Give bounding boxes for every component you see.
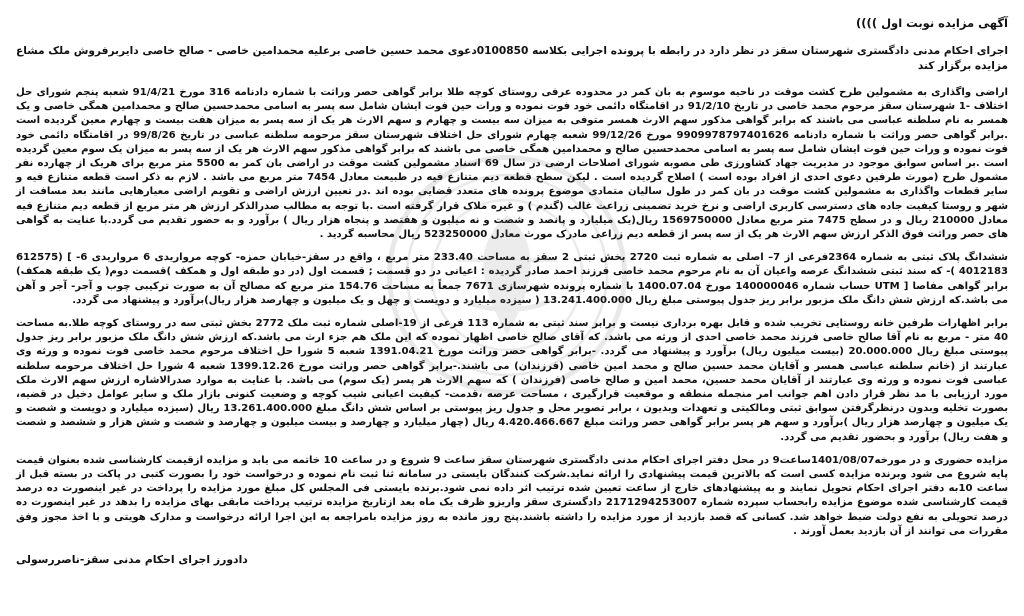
notice-intro: اجرای احکام مدنی دادگستری شهرستان سقز در نظر دارد در رابطه با پرونده اجرایی بکلاسه 0100850دعوی محمد حسین خاصی برعلیه محمدامین خاصی - صالح خاصی دایربرفروش ملک مشاع مزایده برگزار کند	[16, 45, 1008, 72]
paragraph-urban-property: ششدانگ پلاک ثبتی به شماره 2364فرعی از 7– اصلی به شماره ثبت 2720 بخش ثبتی 2 سقز به مساحت 233.40 متر مربع ، واقع در سقز-خیابان حمزه- کوچه مرواریدی 6 مرواریدی 6- ] (612575 4012183 )- که سند ثبتی ششدانگ عرصه واعیان آن به نام مرحوم محمد خاصی فرزند احمد صادر گردیده : اعیانی در دو قسمت ; قسمت اول (در دو طبقه اول و همکف )قسمت دوم( یک طبقه همکف) برابر گواهی مفاصا [ UTM حساب شماره 140000046 مورخ 1400.07.04 با شماره پرونده شهرسازی 7671 جمعاً به مساحت 154.76 متر مربع که مصالح آن به صورت ترکیبی چوب و آجر- آجر و آهن می باشد.که ارزش شش دانگ ملک مزبور برابر ریز جدول پیوستی مبلغ ریال 13.241.400.000 ( سیزده میلیارد و دویست و چهل و یک میلیون و چهارصد هزار ریال)برآورد و پیشنهاد می گردد.	[16, 252, 1008, 306]
signature: دادورز اجرای احکام مدنی سقز-ناصررسولی	[16, 553, 248, 567]
paragraph-village-house: برابر اظهارات طرفین خانه روستایی تخریب شده و قابل بهره برداری نیست و برابر سند ثبتی به شماره 113 فرعی از 19-اصلی شماره ثبت ملک 2772 بخش ثبتی سه در روستای کوچه طلا.به مساحت 40 متر - مربع به نام آقا صالح خاصی فرزند محمد خاصی احدی از ورثه می باشد. که آقای صالح خاصی اظهار نموده که این ملک هم جزء ارث می باشد.که ارزش شش دانگ ملک مزبور برابر ریز جدول پیوستی مبلغ ریال 20.000.000 (بیست میلیون ریال) برآورد و پیشنهاد می گردد. -برابر گواهی حصر وراثت مورخ 1391.04.21 شعبه 5 شورا حل اختلاف مرحوم محمد خاصی فوت نموده و ورثه وی عبارتند از (خانم سلطنه عباسی همسر و آقایان محمد حسین صالح و محمد امین خاصی (فرزندان) می باشند.-برابر گواهی حصر وراثت مورخ 1399.12.26 شعبه 4 شورا حل اختلاف مرحومه سلطنه عباسی فوت نموده و ورثه وی عبارتند از آقایان محمد حسین، محمد امین و صالح خاصی (فرزندان ) که سهم الارث هر پسر (یک سوم) می باشد. با عنایت به موارد صدرالاشاره ارزش سهم الارث ملک مورد ارزیابی با مد نظر قرار دادن اهم جوانب امر منجمله منطقه و موقعیت قرارگیری ، مساحت عرصه ،قدمت- کیفیت اعیانی شیب کوچه و وضعیت کنونی بازار ملک و سایر عوامل دخیل در قضیه، بصورت تخلیه وبدون درنظرگرفتن سوابق ثبتی ومالکیتی و تعهدات وبدیون ، برابر تصویر محل و جدول ریز پیوستی بر اساس شش دانگ مبلغ 13.261.400.000 ریال (سیزده میلیارد و دویست و شصت و یک میلیون و چهارصد هزار ریال )برآورد و سهم هر پسر برابر گواهی حصر وراثت مبلغ 4.420.466.667 ریال (چهار میلیارد و چهارصد و بیست میلیون و چهارصد و شصت و شش هزار و ششصد و شصت و هفت ریال) برآورد و بحضور تقدیم می گردد.	[16, 318, 1009, 443]
paragraph-auction-terms: مزایده حضوری و در مورخه1401/08/07ساعت9 در محل دفتر اجرای احکام مدنی دادگستری شهرستان سقز ساعت 9 شروع و در ساعت 10 خاتمه می یابد و مزایده ازقیمت کارشناسی شده بعنوان قیمت پایه شروع می شود وبرنده مزایده کسی است که بالاترین قیمت پیشنهادی را ارائه نماید.شرکت کنندگان بایستی در سامانه ثنا ثبت نام نموده و درخواست خود را بصورت کتبی در پاکت در بسته قبل از ساعت 10به دفتر اجرای احکام تحویل نمایند و به پیشنهادهای خارج از ساعت تعیین شده ترتیب اثر داده نمی شود.برنده بایستی فی المجلس کل مبلغ مورد مزایده را پرداخت در غیر اینصورت ده درصد قیمت کارشناسی شده موضوع مزایده رابحساب سپرده شماره 2171294253007 دادگستری سقز واریزو ظرف یک ماه بعد ازتاریخ مزایده ترتیب پرداخت مابقی بهای مزایده را بدهد در غیر اینصورت ده درصد تحویلی به نفع دولت ضبط خواهد شد. کسانی که قصد بازدید از مورد مزایده را داشته باشند.پنج روز مانده به روز مزایده بامراجعه به این اجرا ارائه درخواست و مدارک هویتی و با اخذ مجوز وفق مقررات می توانند از آن بازدید بعمل آورند .	[16, 454, 1009, 537]
signature-row	[16, 548, 1008, 568]
paragraph-farmland: اراضی واگذاری به مشمولین طرح کشت موقت در ناحیه موسوم به بان کمر در محدوده عرفی روستای کوچه طلا برابر گواهی حصر وراثت با شماره دادنامه 316 مورخ 91/4/21 شعبه پنجم شورای حل اختلاف -1 شهرستان سقز مرحوم محمد خاصی در تاریخ 91/2/10 در اقامتگاه دائمی خود فوت نموده و ورات حین فوت ایشان شامل سه پسر به اسامی محمدحسین صالح و محمدامین همگی خاصی و یک همسر به نام سلطنه عباسی می باشند که برابر گواهی مذکور سهم الارث همسر متوفی به میزان سه بیست و چهارم و سهم الارث هر یک از سه پسر به میزان هفت بیست و چهارم معین گردیده است .برابر گواهی حصر وراثت با شماره دادنامه 9909978797401626 مورخ 99/12/26 شعبه چهارم شورای حل اختلاف شهرستان سقز مرحومه سلطنه عباسی در تاریخ 99/8/26 در اقامتگاه دائمی خود فوت نموده و ورات حین فوت ایشان شامل سه پسر به اسامی محمدحسین صالح و محمدامین همگی خاصی می باشند که برابر گواهی مذکور سهم الارث هر یک از سه پسر به میزان یک سوم معین گردیده است .بر اساس سوابق موجود در مدیریت جهاد کشاورزی طی مصوبه شورای اصلاحات ارضی در سال 69 اسناد مشمولین کشت موقت در اراضی بان کمر به 5500 متر مربع برای هریک از چهارده نفر مشمول طرح (مورث طرفین دعوی احدی از افراد بوده است ) اصلاح گردیده است . لیکن سطح قطعه دیم متنازع فیه در طبیعت معادل 7454 متر مربع می باشد . لازم به ذکر است قطعه متنازع فیه و سایر قطعات واگذاری به مشمولین کشت موقت در بان کمر در طول سالیان متمادی موضوع پرونده های متعدد قضایی بوده اند .در تعیین ارزش اراضی و تقویم اراضی معیارهایی مانند بعد مسافت از شهر و روستا کیفیت جاده های دسترسی کاربری اراضی و نرخ خرید تضمینی زراعت غالب (گندم ) و غیره ملاک قرار گرفته است .با توجه به مطالب صدرالذکر ارزش هر متر مربع از قطعه دیم متنازع فیه معادل 210000 ریال و در سطح 7475 متر مربع معادل 1569750000 ریال(یک میلیارد و پانصد و شصت و نه میلیون و هفتصد و پنجاه هزار ریال ) برآورد و به حضور تقدیم می گردد.با عنایت به گواهی های حصر وراثت فوق الذکر ارزش سهم الارث هر یک از سه پسر از قطعه دیم زراعی مادرک مورث معادل 523250000 ریال محاسبه گردید .	[16, 87, 1009, 241]
notice-title: آگهی مزایده نوبت اول ))))	[856, 16, 1008, 30]
